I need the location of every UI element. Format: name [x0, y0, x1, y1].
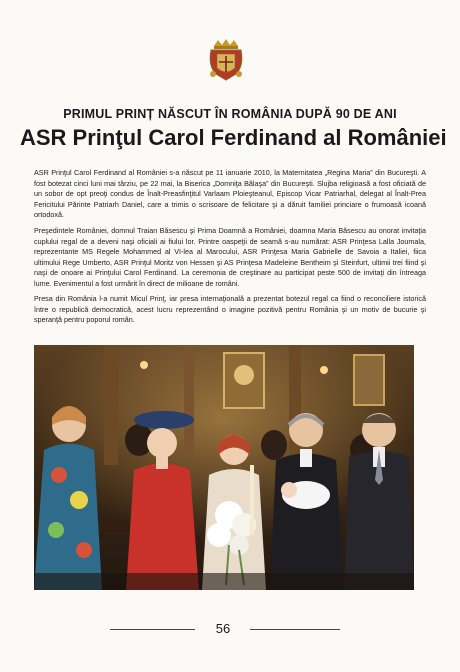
baptism-ceremony-photo [34, 345, 414, 590]
footer-rule-right [250, 629, 340, 630]
article-paragraph-2: Preşedintele României, domnul Traian Băsescu şi Prima Doamnă a României, doamna Maria Băsescu au onorat invitaţia cuplului regal de a deveni naşi oficiali ai fiului lor. Printre oaspeţii de seamă s-au numărat: ASR Prinţesa Lalla Joumala, reprezentante MS Regele Mohammed al VI-lea al Marocului, ASR Prinţesa Maria Gabrielle de Savoia a Italiei, fiica ultimului Rege Umberto, ASR Prinţul Moritz von Hessen şi AS Prinţesa Madeleine Bentheim şi Steinfurt, ultimii trei fiind şi naşi de onoare ai Prinţului Carol Ferdinand. La ceremonia de creştinare au participat peste 500 de invitaţi din întreaga lume. Evenimentul a fost urmărit în direct de milioane de români. [34, 226, 426, 288]
article-paragraph-1: ASR Prinţul Carol Ferdinand al României s-a născut pe 11 ianuarie 2010, la Maternitatea „Regina Maria” din Bucureşti. A fost botezat cinci luni mai târziu, pe 22 mai, la Biserica „Domniţa Bălaşa” din Bucureşti. Slujba religioasă a fost oficiată de un sobor de opt preoţi condus de Înalt-Preasfinţitul Varlaam Ploieşteanul, Episcop Vicar Patriarhal, delegat al Înalt-Prea Fericitului Părinte Patriarh Daniel, care a trimis o scrisoare de felicitare şi a dăruit familiei princiare o frumoasă icoană ortodoxă. [34, 168, 426, 220]
page-number: 56 [215, 621, 231, 636]
footer-rule-left [110, 629, 195, 630]
royal-crest-icon [208, 38, 244, 82]
article-headline: ASR Prinţul Carol Ferdinand al României [20, 125, 447, 150]
article-paragraph-3: Presa din România l-a numit Micul Prinţ, iar presa internaţională a prezentat botezul regal ca fiind o reconciliere istorică între o republică democratică, acest lucru reprezentând o imagine pozitivă pentru România şi un motiv de bucurie şi speranţă pentru poporul român. [34, 294, 426, 325]
article-kicker: PRIMUL PRINȚ NĂSCUT ÎN ROMÂNIA DUPĂ 90 DE ANI [63, 107, 397, 121]
